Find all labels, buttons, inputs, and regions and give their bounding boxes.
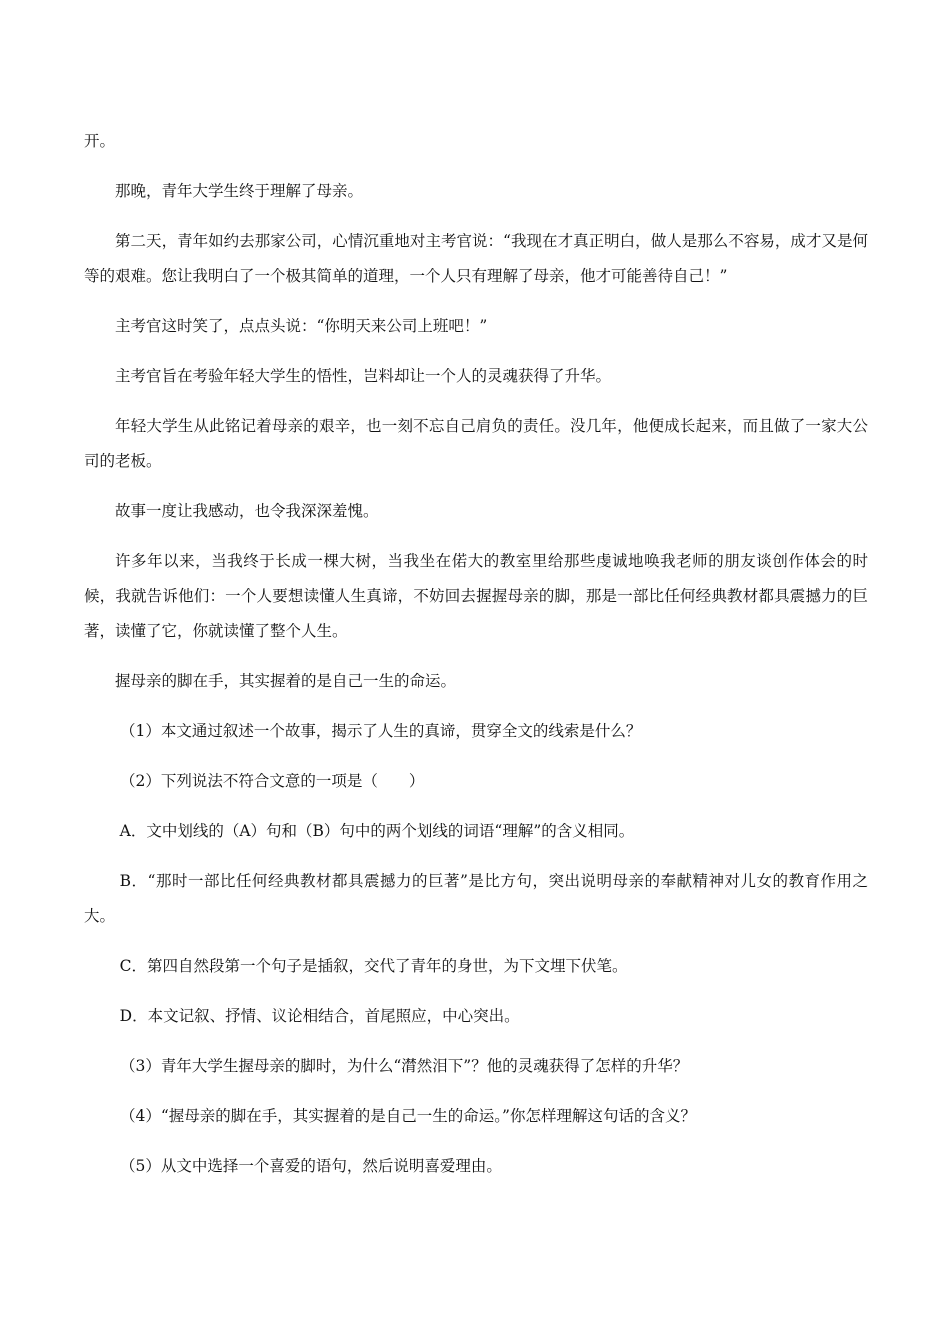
passage-paragraph: 第二天，青年如约去那家公司，心情沉重地对主考官说：“我现在才真正明白，做人是那么不容易，成才又是何等的艰难。您让我明白了一个极其简单的道理，一个人只有理解了母亲，他才可能善待自己！” — [84, 232, 868, 285]
option-c: C．第四自然段第一个句子是插叙，交代了青年的身世，为下文埋下伏笔。 — [119, 957, 628, 975]
passage-paragraph: 主考官这时笑了，点点头说：“你明天来公司上班吧！” — [115, 317, 488, 335]
question-5: （5）从文中选择一个喜爱的语句，然后说明喜爱理由。 — [120, 1157, 502, 1175]
passage-paragraph: 故事一度让我感动，也令我深深羞愧。 — [115, 502, 379, 520]
option-b: B．“那时一部比任何经典教材都具震撼力的巨著”是比方句，突出说明母亲的奉献精神对儿女的教育作用之大。 — [84, 872, 868, 925]
passage-paragraph: 那晚，青年大学生终于理解了母亲。 — [115, 182, 364, 200]
question-1: （1）本文通过叙述一个故事，揭示了人生的真谛，贯穿全文的线索是什么？ — [120, 722, 642, 740]
passage-paragraph: 开。 — [84, 132, 116, 150]
passage-paragraph: 主考官旨在考验年轻大学生的悟性，岂料却让一个人的灵魂获得了升华。 — [115, 367, 612, 385]
passage-paragraph: 许多年以来，当我终于长成一棵大树，当我坐在偌大的教室里给那些虔诚地唤我老师的朋友谈创作体会的时候，我就告诉他们：一个人要想读懂人生真谛，不妨回去握握母亲的脚，那是一部比任何经典教材都具震撼力的巨著，读懂了它，你就读懂了整个人生。 — [84, 552, 868, 640]
passage-paragraph: 年轻大学生从此铭记着母亲的艰辛，也一刻不忘自己肩负的责任。没几年，他便成长起来，而且做了一家大公司的老板。 — [84, 417, 868, 470]
option-a: A．文中划线的（A）句和（B）句中的两个划线的词语“理解”的含义相同。 — [119, 822, 635, 840]
question-4: （4）“握母亲的脚在手，其实握着的是自己一生的命运。”你怎样理解这句话的含义？ — [120, 1107, 696, 1125]
question-3: （3）青年大学生握母亲的脚时，为什么“潸然泪下”？他的灵魂获得了怎样的升华？ — [120, 1057, 689, 1075]
option-d: D．本文记叙、抒情、议论相结合，首尾照应，中心突出。 — [119, 1007, 520, 1025]
document-body — [84, 124, 868, 1199]
question-2: （2）下列说法不符合文意的一项是（ ） — [120, 772, 425, 790]
passage-paragraph: 握母亲的脚在手，其实握着的是自己一生的命运。 — [115, 672, 457, 690]
